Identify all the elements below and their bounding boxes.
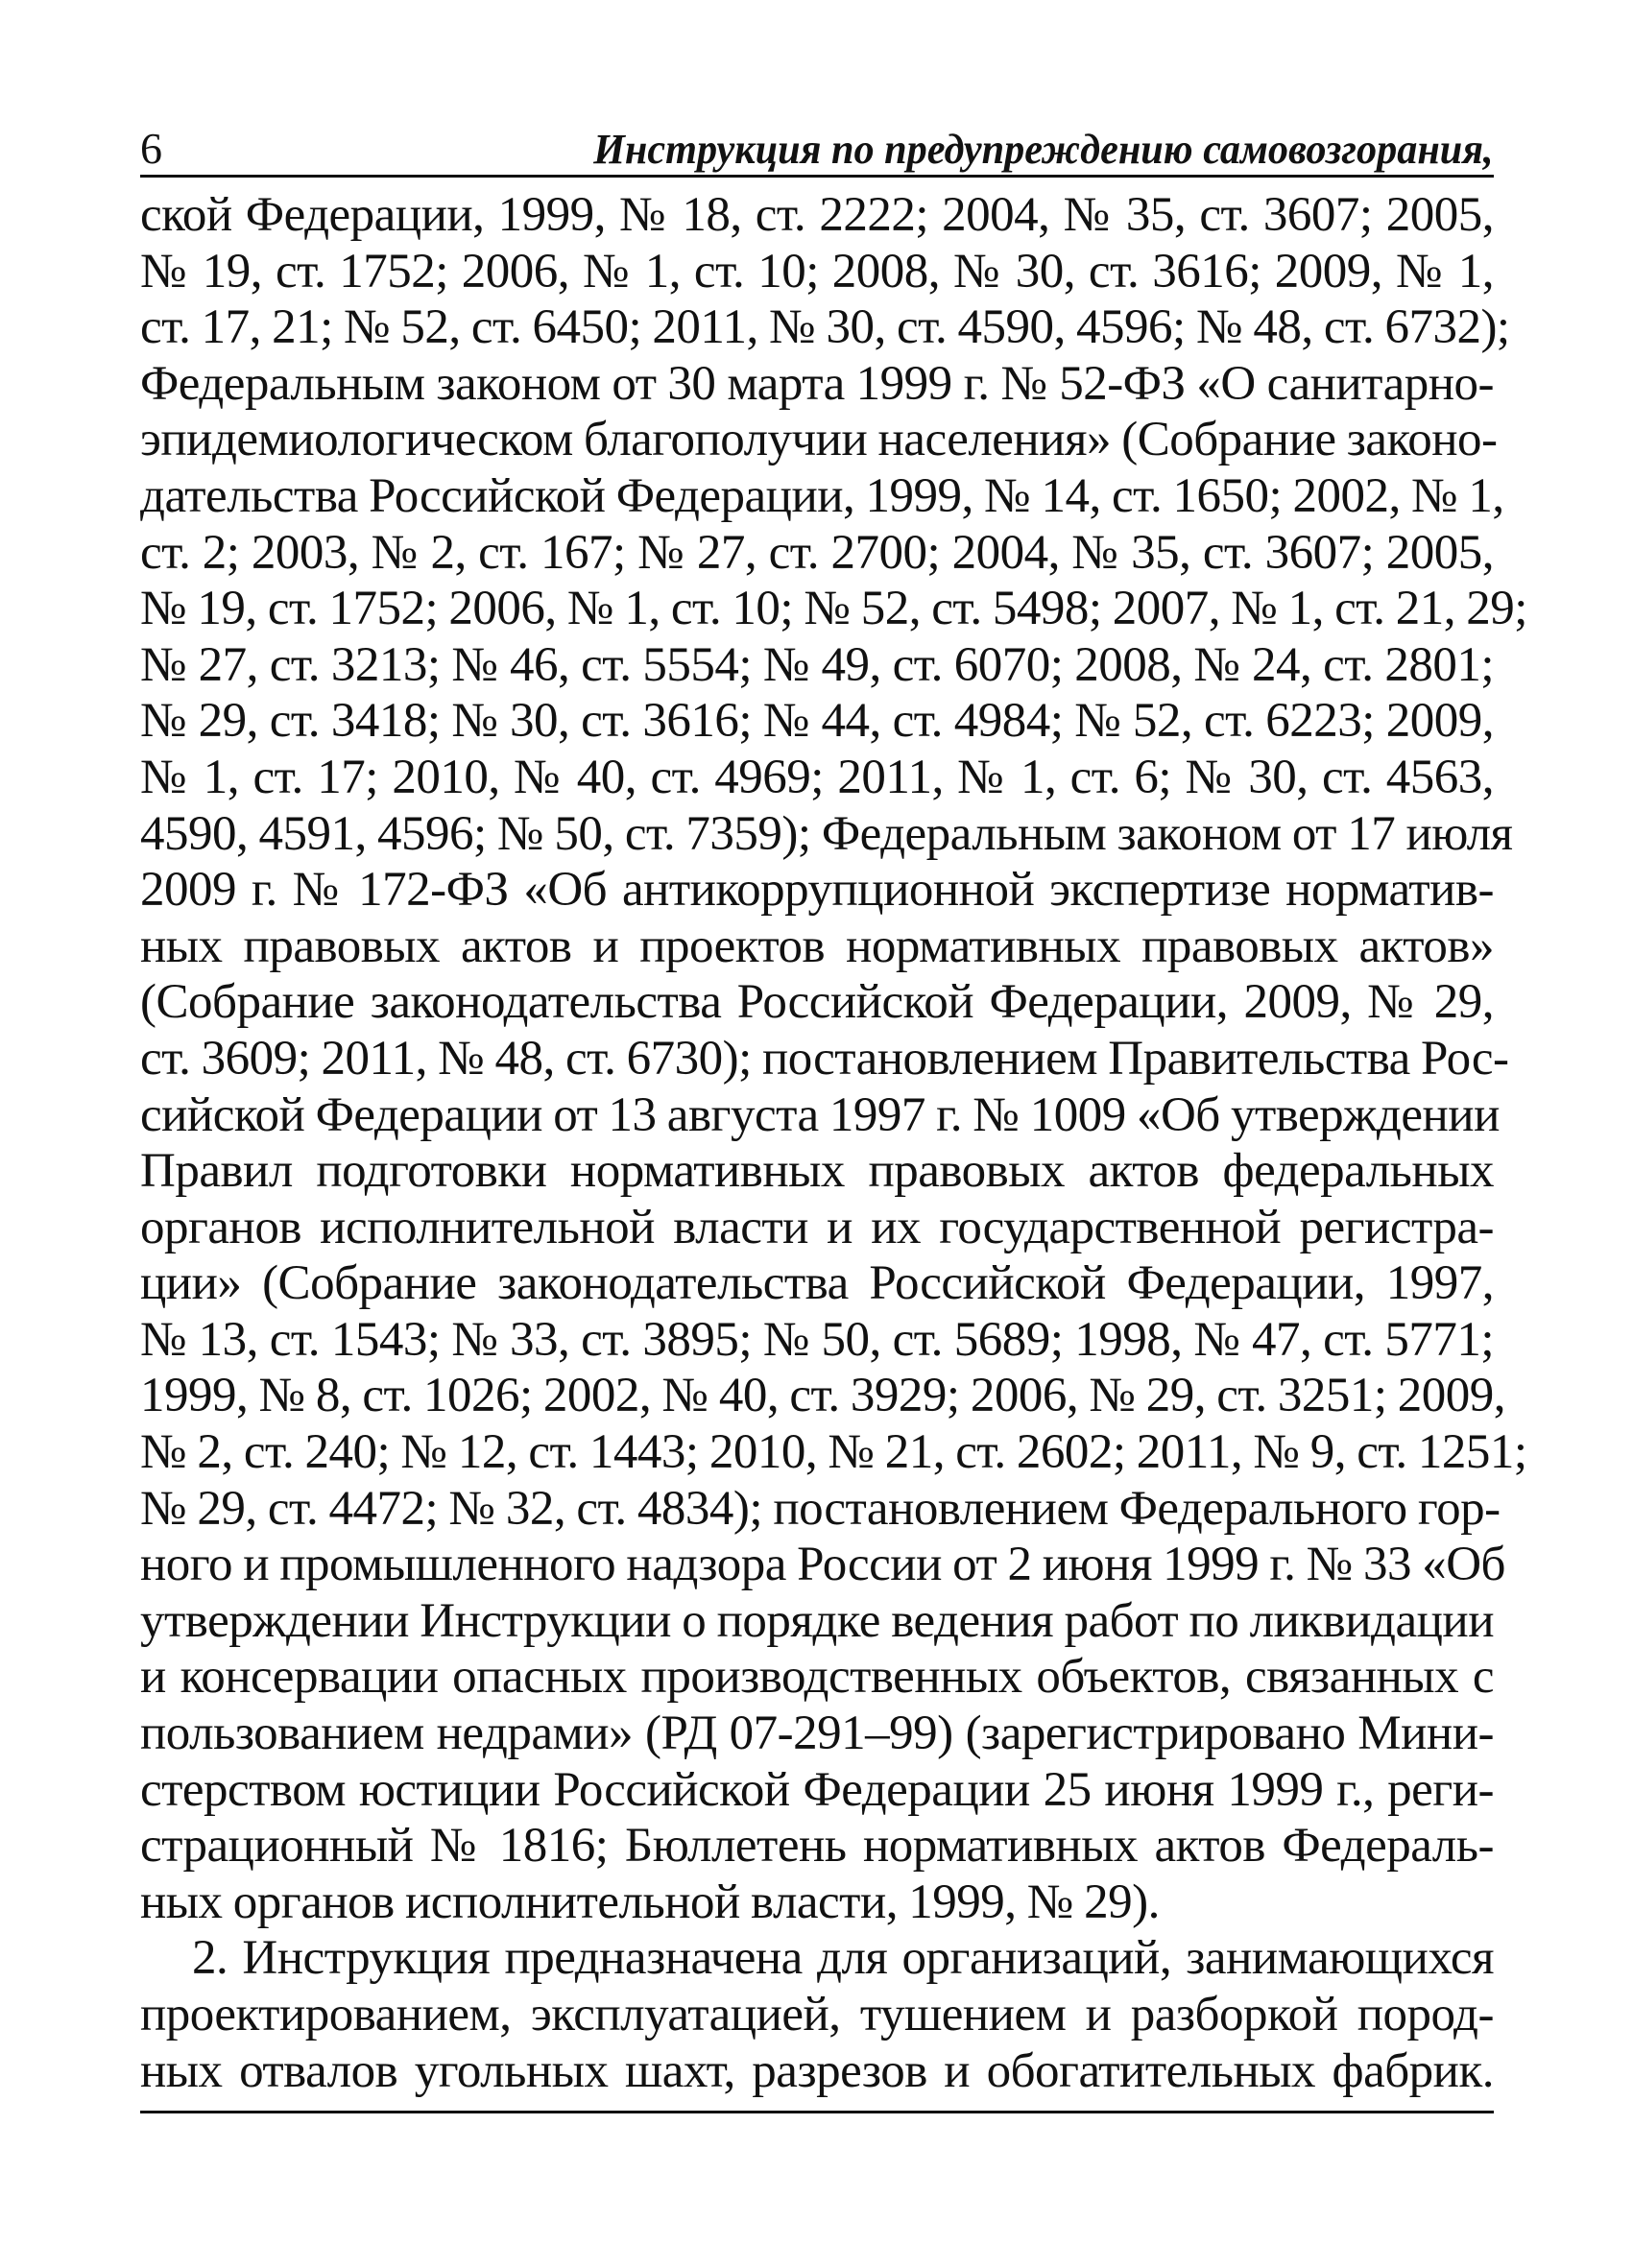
text-line: ных правовых актов и проектов нормативных правовых актов»	[140, 919, 1494, 973]
text-line: дательства Российской Федерации, 1999, № 14, ст. 1650; 2002, № 1,	[140, 468, 1504, 523]
text-line: 1999, № 8, ст. 1026; 2002, № 40, ст. 3929; 2006, № 29, ст. 3251; 2009,	[140, 1369, 1506, 1423]
text-line: ст. 2; 2003, № 2, ст. 167; № 27, ст. 2700; 2004, № 35, ст. 3607; 2005,	[140, 525, 1494, 580]
text-line: (Собрание законодательства Российской Федерации, 2009, № 29,	[140, 975, 1494, 1030]
text-line: Правил подготовки нормативных правовых актов федеральных	[140, 1144, 1494, 1199]
bottom-rule	[140, 2111, 1494, 2113]
text-line: № 19, ст. 1752; 2006, № 1, ст. 10; № 52, ст. 5498; 2007, № 1, ст. 21, 29;	[140, 582, 1527, 636]
text-line: ных отвалов угольных шахт, разрезов и обогатительных фабрик.	[140, 2043, 1494, 2098]
running-title: Инструкция по предупреждению самовозгорания,	[593, 126, 1494, 173]
paragraph-2	[140, 1930, 1494, 2099]
text-line: проектированием, эксплуатацией, тушением и разборкой пород-	[140, 1988, 1494, 2041]
text-line: ст. 17, 21; № 52, ст. 6450; 2011, № 30, ст. 4590, 4596; № 48, ст. 6732);	[140, 300, 1510, 355]
text-line: ст. 3609; 2011, № 48, ст. 6730); постановлением Правительства Рос-	[140, 1031, 1509, 1086]
text-line: Федеральным законом от 30 марта 1999 г. № 52-ФЗ «О санитарно-	[140, 356, 1494, 411]
text-line: ской Федерации, 1999, № 18, ст. 2222; 2004, № 35, ст. 3607; 2005,	[140, 188, 1494, 242]
text-line: № 29, ст. 4472; № 32, ст. 4834); постановлением Федерального гор-	[140, 1481, 1501, 1536]
text-line: сийской Федерации от 13 августа 1997 г. № 1009 «Об утверждении	[140, 1087, 1500, 1142]
text-line: № 2, ст. 240; № 12, ст. 1443; 2010, № 21, ст. 2602; 2011, № 9, ст. 1251;	[140, 1425, 1527, 1480]
text-line: ции» (Собрание законодательства Российской Федерации, 1997,	[140, 1256, 1494, 1311]
text-line: № 13, ст. 1543; № 33, ст. 3895; № 50, ст. 5689; 1998, № 47, ст. 5771;	[140, 1312, 1494, 1367]
text-line: стерством юстиции Российской Федерации 25 июня 1999 г., реги-	[140, 1762, 1494, 1817]
text-line: ных органов исполнительной власти, 1999, № 29).	[140, 1874, 1160, 1929]
document-page	[140, 115, 1527, 2113]
text-line: страционный № 1816; Бюллетень нормативных актов Федераль-	[140, 1819, 1494, 1874]
text-line: пользованием недрами» (РД 07-291–99) (зарегистрировано Мини-	[140, 1707, 1494, 1761]
text-line: № 1, ст. 17; 2010, № 40, ст. 4969; 2011, № 1, ст. 6; № 30, ст. 4563,	[140, 750, 1494, 804]
text-line: № 19, ст. 1752; 2006, № 1, ст. 10; 2008, № 30, ст. 3616; 2009, № 1,	[140, 244, 1494, 298]
text-line: № 27, ст. 3213; № 46, ст. 5554; № 49, ст. 6070; 2008, № 24, ст. 2801;	[140, 637, 1494, 692]
text-line: и консервации опасных производственных объектов, связанных с	[140, 1650, 1494, 1705]
text-line: № 29, ст. 3418; № 30, ст. 3616; № 44, ст. 4984; № 52, ст. 6223; 2009,	[140, 694, 1494, 749]
text-line: 2. Инструкция предназначена для организаций, занимающихся	[192, 1931, 1494, 1986]
running-header	[140, 115, 1494, 178]
page-number: 6	[140, 124, 162, 173]
text-line: 2009 г. № 172-ФЗ «Об антикоррупционной экспертизе норматив-	[140, 863, 1494, 918]
text-line: утверждении Инструкции о порядке ведения работ по ликвидации	[140, 1593, 1494, 1648]
text-line: органов исполнительной власти и их государственной регистра-	[140, 1200, 1494, 1254]
text-line: 4590, 4591, 4596; № 50, ст. 7359); Федеральным законом от 17 июля	[140, 806, 1513, 861]
paragraph-1	[140, 187, 1527, 1930]
text-line: ного и промышленного надзора России от 2 июня 1999 г. № 33 «Об	[140, 1538, 1506, 1592]
text-line: эпидемиологическом благополучии населения» (Собрание законо-	[140, 413, 1498, 467]
body-text	[140, 187, 1527, 2099]
